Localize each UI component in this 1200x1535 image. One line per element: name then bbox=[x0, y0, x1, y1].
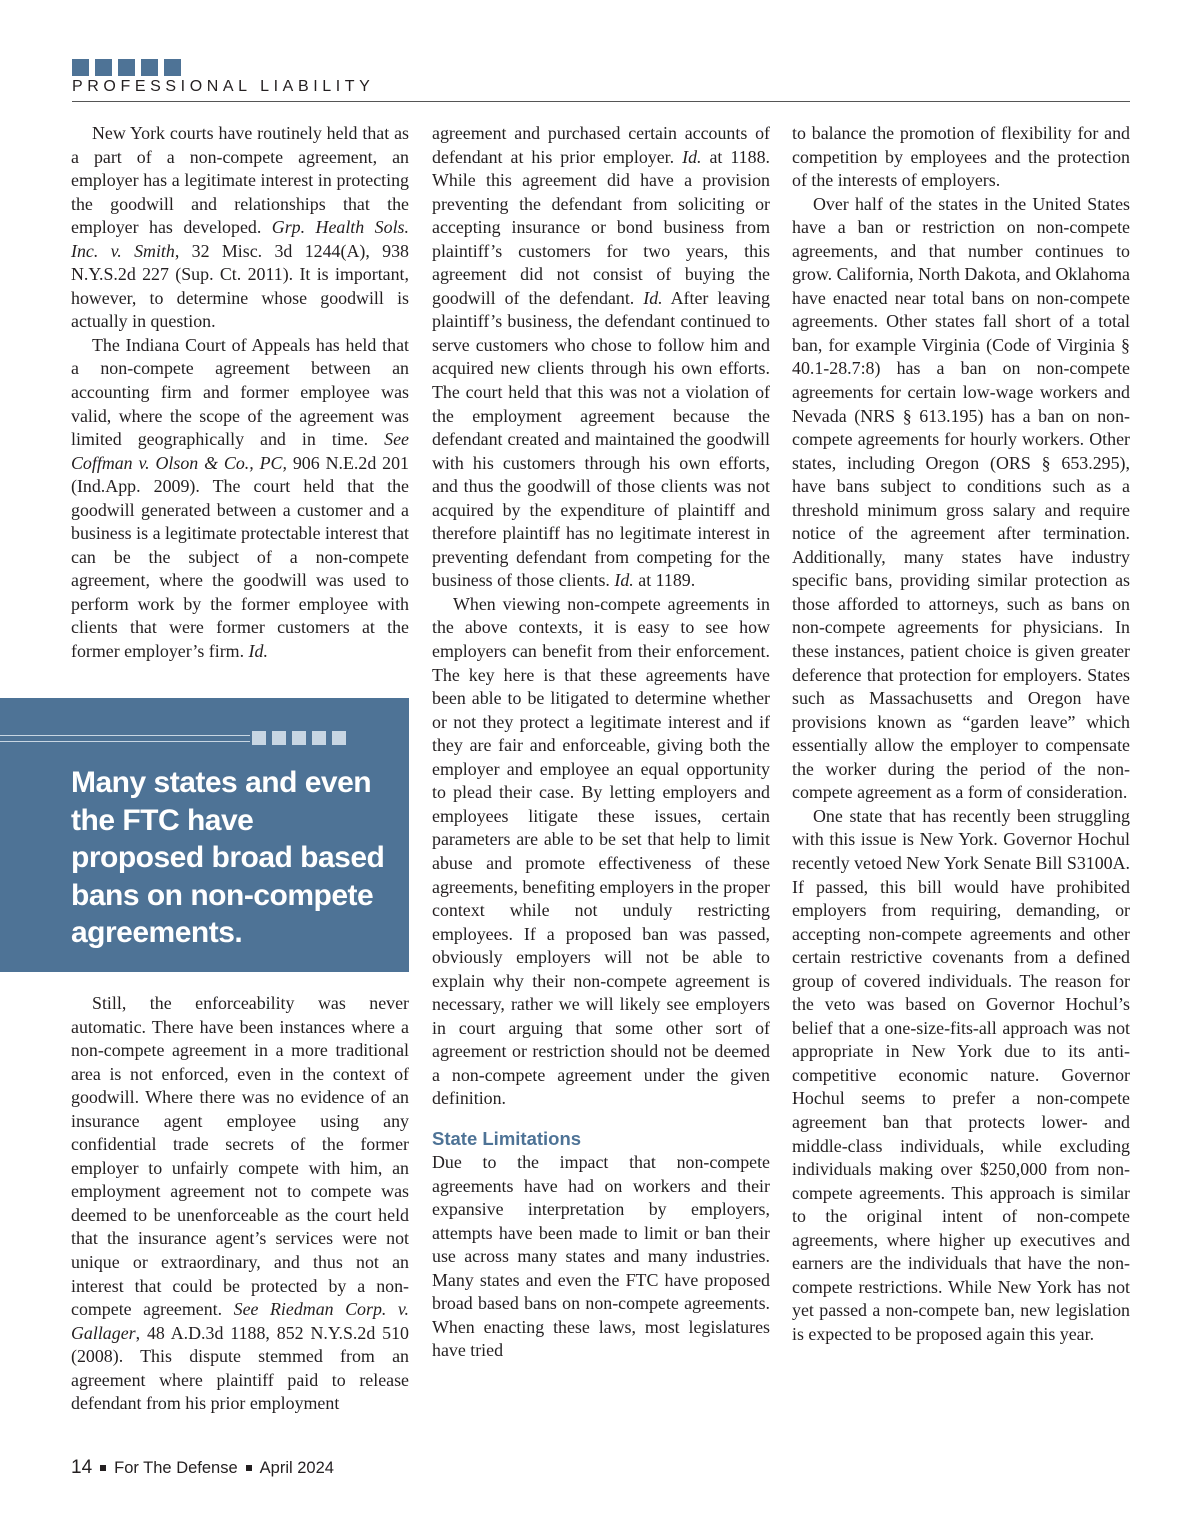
bullet-separator bbox=[100, 1465, 106, 1471]
col3-paragraph-3: One state that has recently been struggling with this issue is New York. Governor Hochul recently vetoed New York Senate Bill S3100A. If passed, this bill would have prohibited employers from requiring, demanding, or accepting non-compete agreements and other certain restrictive covenants from a defined group of covered individuals. The reason for the veto was based on Governor Hochul’s belief that a one-size-fits-all approach was not appropriate in New York due to its anti-competitive economic nature. Governor Hochul seems to prefer a non-compete agreement ban that protects lower- and middle-class individuals, while excluding individuals making over $250,000 from non-compete agreements. This approach is similar to the original intent of non-compete agreements, where higher up executives and earners are the individuals that have the non-compete restrictions. While New York has not yet passed a non-compete ban, new legislation is expected to be proposed again this year. bbox=[792, 805, 1130, 1344]
subheading-state-limitations: State Limitations bbox=[432, 1127, 582, 1149]
section-label: PROFESSIONAL LIABILITY bbox=[72, 78, 375, 95]
column-3 bbox=[792, 122, 1130, 1346]
col3-paragraph-1: to balance the promotion of flexibility for and competition by employees and the protection of the interests of employers. bbox=[792, 123, 1130, 191]
publication-name: For The Defense bbox=[114, 1458, 238, 1477]
col2-paragraph-1: agreement and purchased certain accounts of defendant at his prior employer. Id. at 1188. While this agreement did have a provision preventing the defendant from soliciting or accepting insurance or bond business from plaintiff’s customers for two years, this agreement did not consist of buying the goodwill of the defendant. Id. After leaving plaintiff’s business, the defendant continued to serve customers who chose to follow him and acquired new clients through his own efforts. The court held that this was not a violation of the employment agreement because the defendant created and maintained the goodwill with his customers through his own efforts, and thus the goodwill of those clients was not acquired by the expenditure of plaintiff and therefore plaintiff has no legitimate interest in preventing defendant from competing for the business of those clients. Id. at 1189. bbox=[432, 123, 770, 591]
pull-quote-text: Many states and even the FTC have proposed broad based bans on non-compete agreements. bbox=[71, 766, 385, 949]
col1-paragraph-2: The Indiana Court of Appeals has held that a non-compete agreement between an accounting firm and former employee was valid, where the scope of the agreement was limited geographically and in time. See Coffman v. Olson & Co., PC, 906 N.E.2d 201 (Ind.App. 2009). The court held that the goodwill generated between a customer and a business is a legitimate protectable interest that can be the subject of a non-compete agreement, where the goodwill was used to perform work by the former employee with clients that were former customers at the former employer’s firm. Id. bbox=[71, 334, 409, 662]
header-rule bbox=[72, 101, 1130, 102]
col2-paragraph-2: When viewing non-compete agreements in the above contexts, it is easy to see how employers can benefit from their enforcement. The key here is that these agreements have been able to be litigated to determine whether or not they protect a legitimate interest and if they are fair and enforceable, giving both the employer and employee an equal opportunity to plead their case. By letting employers and employees litigate these issues, certain parameters are able to be set that help to limit abuse and promote effectiveness of these agreements, benefiting employers in the proper context while not unduly restricting employees. If a proposed ban was passed, obviously employers will not be able to explain why their non-compete agreement is necessary, rather we will likely see employers in court arguing that some other sort of agreement or restriction should not be deemed a non-compete agreement under the given definition. bbox=[432, 593, 770, 1109]
bullet-separator bbox=[246, 1465, 252, 1471]
case-citation: Grp. Health Sols. Inc. v. Smith bbox=[71, 217, 409, 261]
col2-paragraph-3: Due to the impact that non-compete agreements have had on workers and their expansive interpretation by employers, attempts have been made to limit or ban their use across many states and many industries. Many states and even the FTC have proposed broad based bans on non-compete agreements. When enacting these laws, most legislatures have tried bbox=[432, 1151, 770, 1361]
col3-paragraph-2: Over half of the states in the United States have a ban or restriction on non-compete agreements, and that number continues to grow. California, North Dakota, and Oklahoma have enacted near total bans on non-compete agreements. Other states fall short of a total ban, for example Virginia (Code of Virginia § 40.1-28.7:8) has a ban on non-compete agreements for certain low-wage workers and Nevada (NRS § 613.195) has a ban on non-compete agreements for hourly workers. Other states, including Oregon (ORS § 653.295), have bans subject to conditions such as a threshold minimum gross salary and require notice of the agreement after termination. Additionally, many states have industry specific bans, providing similar protection as those afforded to attorneys, such as bans on non-compete agreements for physicians. In these instances, patient choice is given greater deference that protection for employers. States such as Massachusetts and Oregon have provisions known as “garden leave” which essentially allow the employer to compensate the worker during the period of the non-compete agreement as a form of consideration. bbox=[792, 193, 1130, 803]
column-1-continued bbox=[71, 992, 409, 1416]
page-number: 14 bbox=[71, 1457, 93, 1478]
pull-quote-rule bbox=[0, 735, 250, 736]
header-squares-decoration bbox=[72, 59, 181, 76]
case-citation: See Coffman v. Olson & Co., PC, bbox=[71, 429, 409, 473]
col1-paragraph-3: Still, the enforceability was never automatic. There have been instances where a non-compete agreement in a more traditional area is not enforced, even in the context of goodwill. Where there was no evidence of an insurance agent employee using any confidential trade secrets of the former employer to unfairly compete with him, an employment agreement not to compete was deemed to be unenforceable as the court held that the insurance agent’s services were not unique or extraordinary, and thus not an interest that could be protected by a non-compete agreement. See Riedman Corp. v. Gallager, 48 A.D.3d 1188, 852 N.Y.S.2d 510 (2008). This dispute stemmed from an agreement where plaintiff paid to release defendant from his prior employment bbox=[71, 993, 409, 1414]
column-1 bbox=[71, 122, 409, 664]
pull-quote-rule bbox=[0, 741, 250, 742]
case-citation: See Riedman Corp. v. Gallager bbox=[71, 1299, 409, 1343]
issue-date: April 2024 bbox=[259, 1458, 334, 1477]
pull-quote-squares-decoration bbox=[252, 731, 346, 745]
page-footer bbox=[71, 1457, 334, 1479]
column-2 bbox=[432, 122, 770, 1363]
col1-paragraph-1: New York courts have routinely held that as a part of a non-compete agreement, an employer has a legitimate interest in protecting the goodwill and relationships that the employer has developed. Grp. Health Sols. Inc. v. Smith, 32 Misc. 3d 1244(A), 938 N.Y.S.2d 227 (Sup. Ct. 2011). It is important, however, to determine whose goodwill is actually in question. bbox=[71, 123, 409, 332]
